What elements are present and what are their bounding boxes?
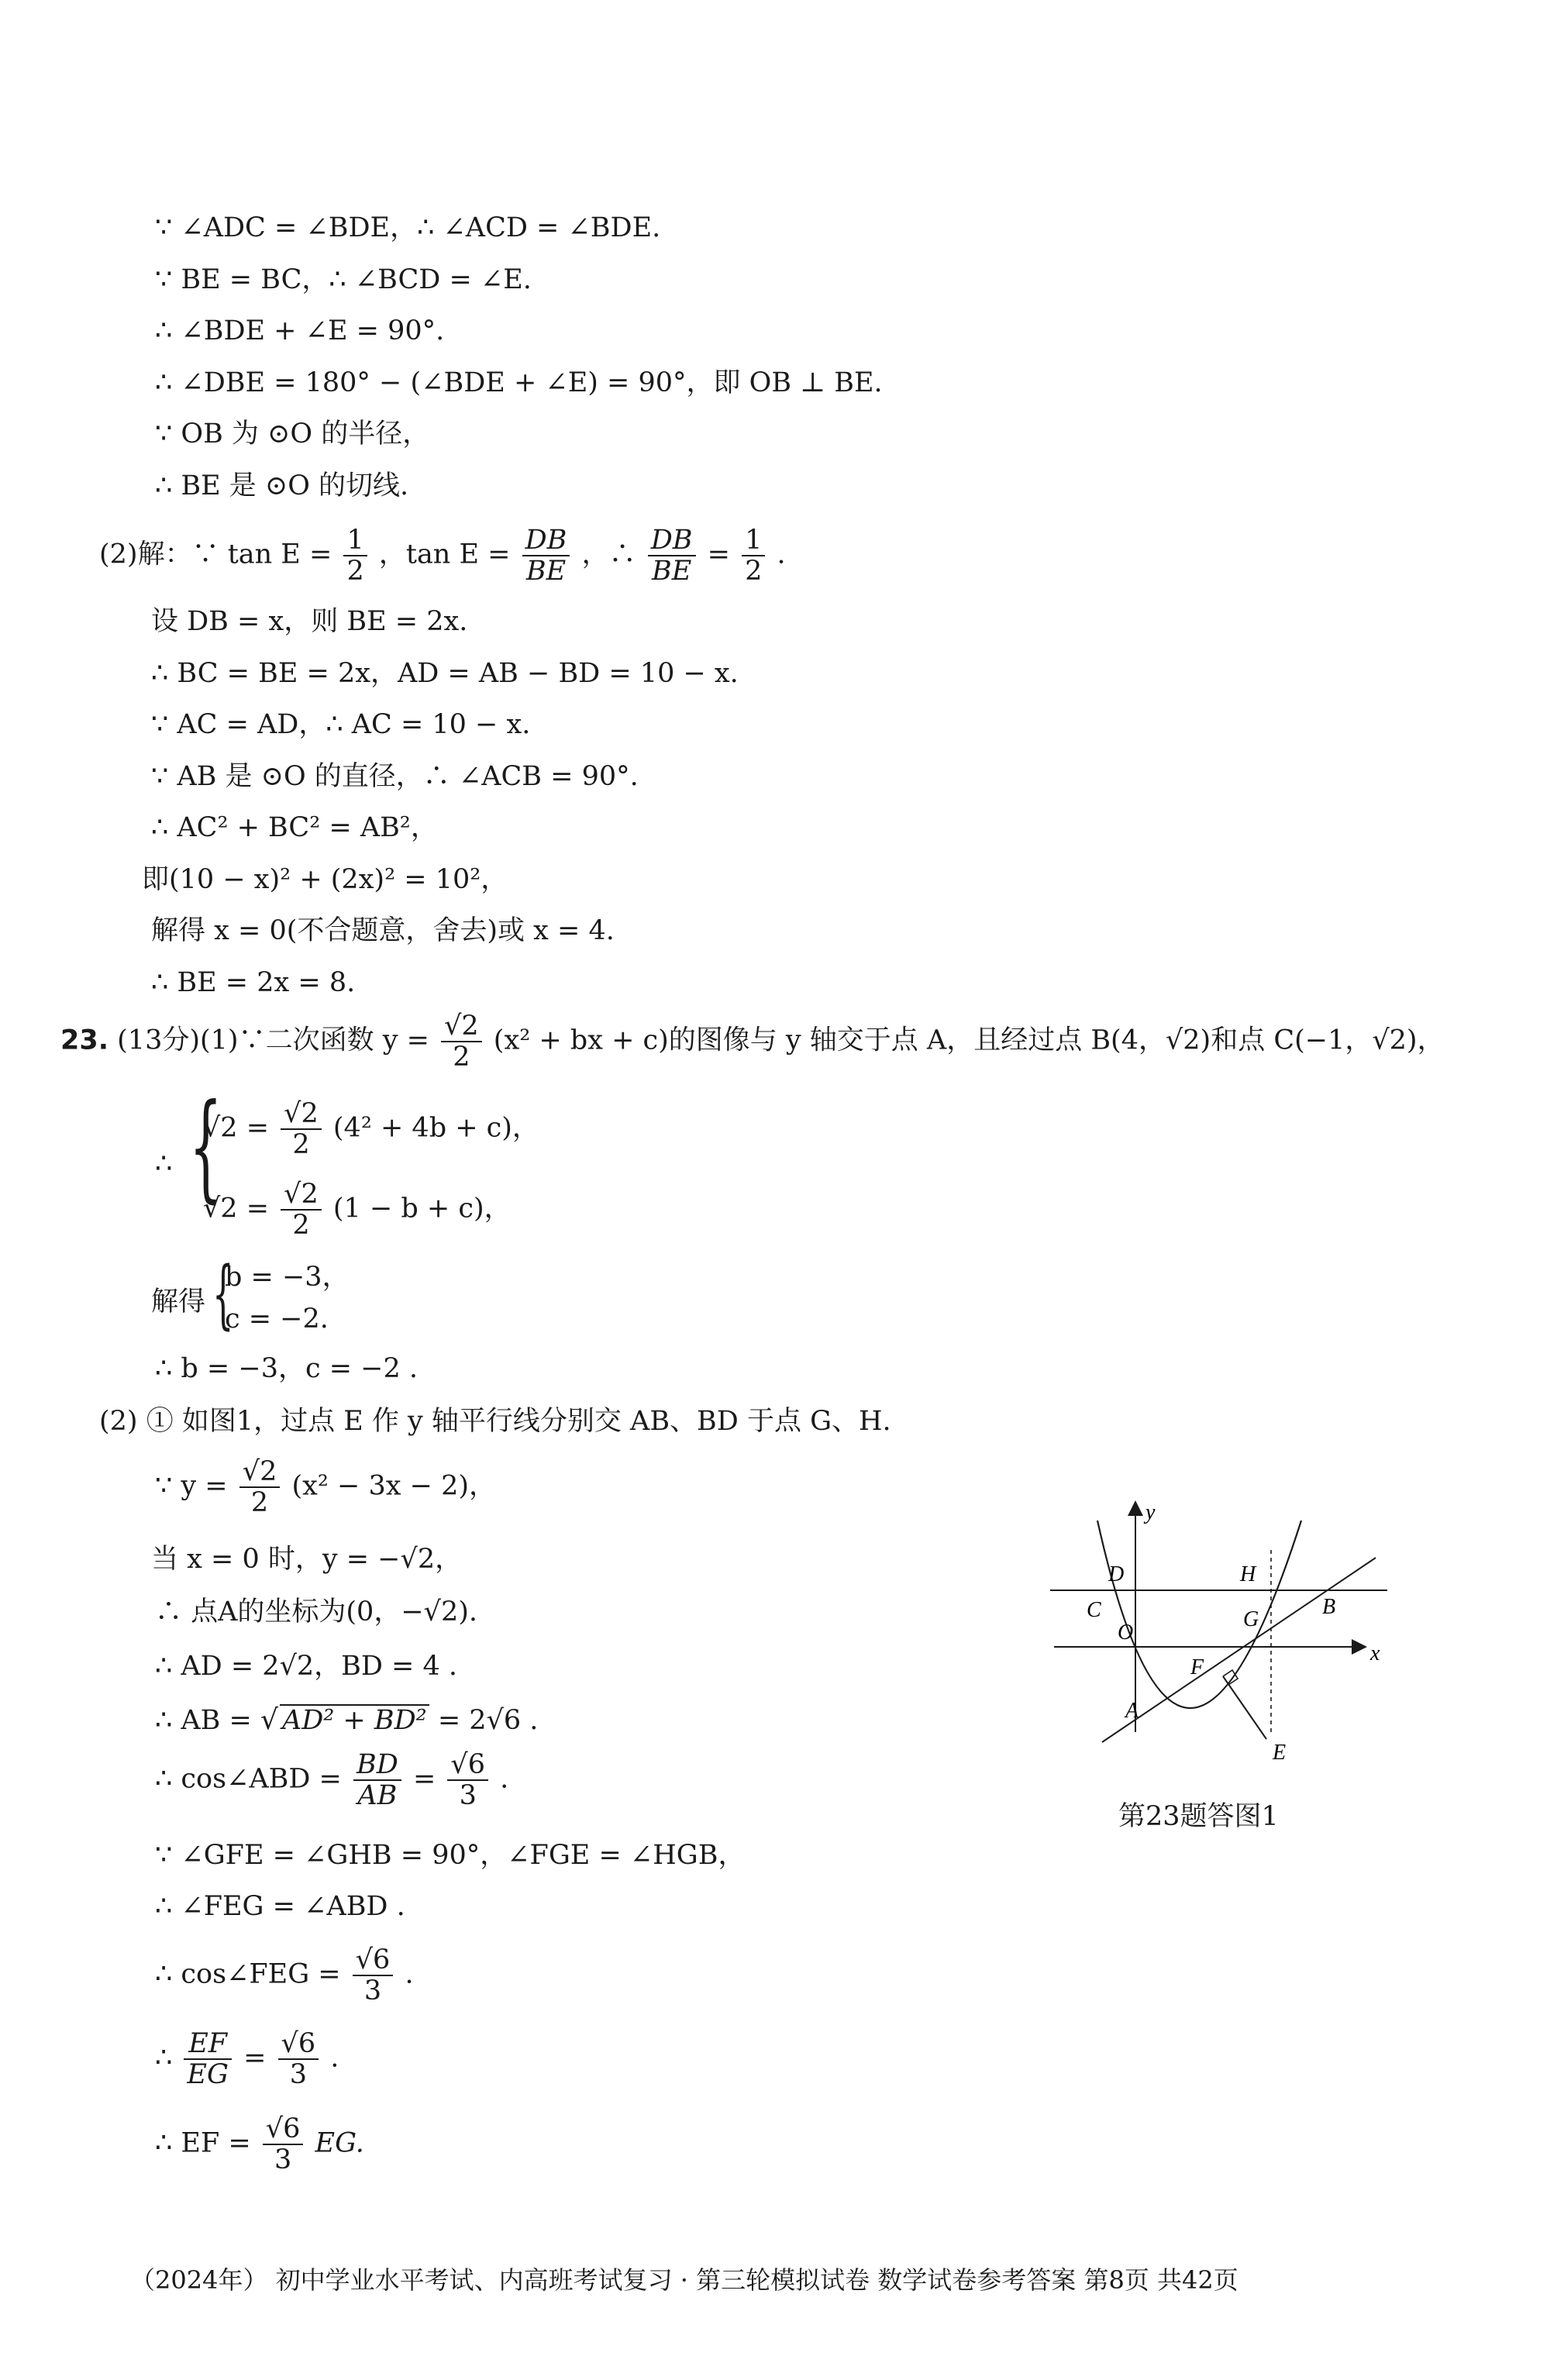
figure-caption: 第23题答图1: [1118, 1801, 1279, 1832]
denominator: 3: [459, 1780, 477, 1811]
numerator: BD: [353, 1750, 401, 1781]
radical-sign: √: [260, 1704, 278, 1736]
ef2-a: ∴ EF =: [155, 2127, 251, 2159]
denominator: BE: [651, 556, 692, 587]
proof-line-3: ∴ ∠BDE + ∠E = 90°.: [155, 315, 445, 346]
geometry-figure: [1046, 1472, 1411, 1813]
y-eq-a: ∵ y =: [155, 1470, 228, 1502]
cos1-a: ∴ cos∠ABD =: [155, 1763, 342, 1795]
part2-intro: (2)解：∵ tan E =: [99, 539, 332, 570]
part2-mid: ，tan E =: [378, 539, 511, 570]
fraction-sqrt2-over-2: [239, 1457, 281, 1517]
numerator: 1: [742, 525, 765, 556]
denominator: 2: [250, 1487, 269, 1518]
fraction-db-be: [522, 525, 570, 586]
sys1-rest: (4² + 4b + c)，: [332, 1112, 539, 1144]
angle-relations: ∵ ∠GFE = ∠GHB = 90°，∠FGE = ∠HGB，: [155, 1840, 746, 1871]
ab-length: [155, 1703, 538, 1738]
q23-header: [60, 1011, 1445, 1080]
fraction-sqrt2-over-2: [281, 1180, 322, 1240]
part2-line-1: 设 DB = x，则 BE = 2x.: [151, 606, 468, 637]
proof-line-4: ∴ ∠DBE = 180° − (∠BDE + ∠E) = 90°，即 OB ⊥ BE.: [155, 367, 883, 398]
line-ab: [1102, 1558, 1376, 1742]
label-a: A: [1125, 1699, 1139, 1723]
fraction-sqrt6-over-3: [278, 2029, 319, 2089]
label-o: O: [1118, 1621, 1134, 1645]
label-g: G: [1243, 1607, 1259, 1631]
fraction-sqrt2-over-2: [281, 1099, 322, 1159]
label-c: C: [1087, 1598, 1101, 1622]
fraction-one-half-2: [742, 525, 765, 586]
denominator: BE: [525, 556, 567, 587]
denominator: 2: [346, 556, 364, 587]
part2-header: (2) ① 如图1，过点 E 作 y 轴平行线分别交 AB、BD 于点 G、H.: [99, 1406, 891, 1437]
numerator: √6: [447, 1750, 488, 1781]
fraction-one-half: [343, 525, 367, 586]
part2-line-2: ∴ BC = BE = 2x，AD = AB − BD = 10 − x.: [151, 658, 739, 689]
part2-line-4: ∵ AB 是 ⊙O 的直径，∴ ∠ACB = 90°.: [151, 761, 639, 792]
numerator: √2: [281, 1099, 322, 1130]
numerator: √2: [281, 1180, 322, 1211]
cos-feg: [155, 1945, 414, 2013]
label-d: D: [1108, 1562, 1125, 1586]
numerator: √2: [441, 1011, 482, 1042]
denominator: 2: [745, 556, 763, 587]
system-eq-2: [203, 1180, 512, 1248]
question-number: 23.: [60, 1025, 109, 1056]
y-equation: [155, 1457, 496, 1525]
sys2-lhs: √2 =: [203, 1193, 270, 1224]
denominator: 3: [289, 2059, 307, 2090]
period: .: [405, 1958, 414, 1990]
y-eq-b: (x² − 3x − 2)，: [291, 1470, 496, 1502]
segment-ef: [1223, 1676, 1266, 1739]
part2-line-7: 解得 x = 0(不合题意，舍去)或 x = 4.: [151, 915, 615, 946]
sys2-rest: (1 − b + c)，: [332, 1193, 512, 1224]
ab-b: = 2√6 .: [437, 1705, 539, 1736]
ab-radicand: AD² + BD²: [280, 1704, 429, 1735]
right-angle-mark: [1223, 1670, 1238, 1685]
ef-a: ∴: [155, 2042, 173, 2074]
b-value: b = −3，: [225, 1262, 350, 1293]
system-therefore: ∴: [155, 1149, 173, 1180]
part2-line-5: ∴ AC² + BC² = AB²，: [151, 812, 438, 843]
fraction-sqrt6-over-3: [353, 1945, 394, 2006]
label-h: H: [1240, 1562, 1256, 1586]
result-bc: ∴ b = −3，c = −2 .: [155, 1353, 418, 1384]
fraction-db-be-2: [648, 525, 696, 586]
ad-bd-values: ∴ AD = 2√2，BD = 4 .: [155, 1651, 458, 1682]
numerator: DB: [522, 525, 570, 556]
part2-line-6: 即(10 − x)² + (2x)² = 10²，: [142, 864, 508, 895]
fraction-ef-eg: [184, 2029, 232, 2089]
proof-line-5: ∵ OB 为 ⊙O 的半径，: [155, 418, 430, 449]
fraction-sqrt6-over-3: [447, 1750, 488, 1810]
equals: =: [412, 1763, 436, 1795]
part2-so: ，∴: [581, 539, 636, 570]
label-x: x: [1370, 1641, 1380, 1665]
ef-over-eg: [155, 2029, 339, 2097]
denominator: 3: [363, 1975, 382, 2006]
cos2-a: ∴ cos∠FEG =: [155, 1958, 341, 1990]
denominator: EG: [187, 2059, 229, 2090]
proof-line-1: ∵ ∠ADC = ∠BDE，∴ ∠ACD = ∠BDE.: [155, 212, 661, 243]
q23-head-b: (x² + bx + c)的图像与 y 轴交于点 A，且经过点 B(4，√2)和点 C(−1，√2)，: [493, 1025, 1445, 1056]
sys1-lhs: √2 =: [203, 1112, 270, 1144]
denominator: 2: [292, 1210, 310, 1241]
equals: =: [243, 2042, 267, 2074]
numerator: √6: [353, 1945, 394, 1976]
fraction-sqrt6-over-3: [263, 2114, 304, 2175]
left-brace: {: [189, 1080, 222, 1214]
numerator: DB: [648, 525, 696, 556]
numerator: √6: [278, 2029, 319, 2060]
numerator: √2: [239, 1457, 281, 1488]
period: .: [500, 1763, 509, 1795]
denominator: AB: [357, 1780, 398, 1811]
part2-line-3: ∵ AC = AD，∴ AC = 10 − x.: [151, 709, 531, 740]
left-brace-small: {: [212, 1251, 234, 1338]
solve-label: 解得: [151, 1286, 206, 1317]
page-footer: （2024年） 初中学业水平考试、内高班考试复习 · 第三轮模拟试卷 数学试卷参考答案 第8页 共42页: [130, 2265, 1238, 2295]
numerator: EF: [184, 2029, 232, 2060]
fraction-bd-ab: [353, 1750, 401, 1810]
system-eq-1: [203, 1099, 539, 1167]
numerator: 1: [343, 525, 367, 556]
label-y: y: [1145, 1500, 1156, 1524]
period: .: [330, 2042, 339, 2074]
proof-line-2: ∵ BE = BC，∴ ∠BCD = ∠E.: [155, 264, 532, 295]
feg-equals-abd: ∴ ∠FEG = ∠ABD .: [155, 1891, 405, 1922]
denominator: 3: [274, 2144, 292, 2175]
q23-head-a: (13分)(1)∵二次函数 y =: [117, 1025, 429, 1056]
denominator: 2: [292, 1129, 310, 1160]
proof-line-6: ∴ BE 是 ⊙O 的切线.: [155, 470, 409, 501]
c-value: c = −2.: [225, 1304, 329, 1335]
part2-tan-line: [99, 525, 786, 594]
part2-line-8: ∴ BE = 2x = 8.: [151, 967, 356, 998]
point-a-coords: ∴ 点A的坐标为(0，−√2).: [155, 1596, 478, 1627]
numerator: √6: [263, 2114, 304, 2145]
cos-abd: [155, 1750, 508, 1818]
ef-equation: [155, 2114, 364, 2182]
fraction-sqrt2-over-2: [441, 1011, 482, 1072]
label-e: E: [1273, 1741, 1287, 1765]
when-x-zero: 当 x = 0 时，y = −√2，: [151, 1544, 463, 1575]
ef2-b: EG.: [315, 2127, 364, 2159]
label-b: B: [1322, 1595, 1336, 1619]
period: .: [777, 539, 786, 570]
equals: =: [707, 539, 730, 570]
denominator: 2: [453, 1042, 470, 1073]
ab-a: ∴ AB =: [155, 1705, 252, 1736]
label-f: F: [1190, 1655, 1204, 1679]
